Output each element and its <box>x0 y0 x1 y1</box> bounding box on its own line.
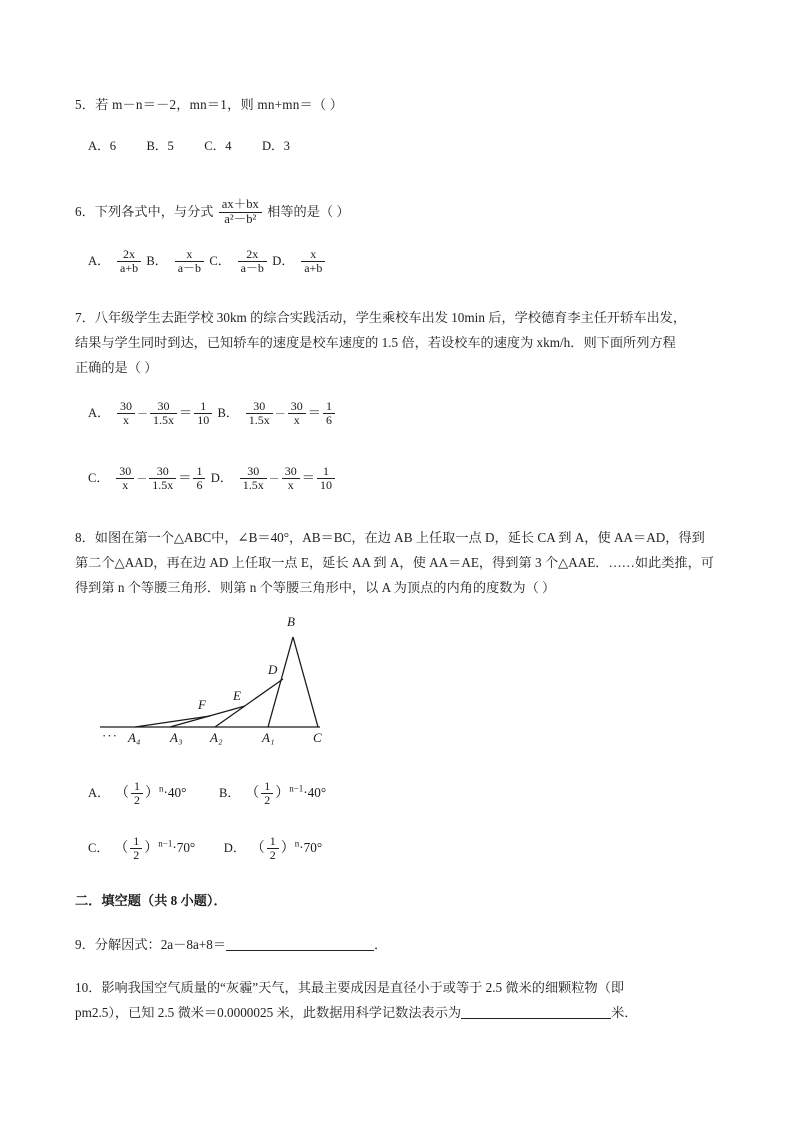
option-8-A-label: A． <box>88 785 110 800</box>
option-7-A-label: A． <box>88 405 110 420</box>
option-6-B[interactable] <box>146 247 209 275</box>
question-9-answer-blank[interactable] <box>226 937 374 951</box>
question-9-stem <box>75 932 740 957</box>
option-7-D-f2-num: 30 <box>282 465 300 479</box>
option-7-B-operator: － <box>274 407 286 420</box>
question-7-line-1 <box>75 305 740 330</box>
option-8-C-base-den: 2 <box>133 847 140 862</box>
option-5-C-label: C． <box>204 139 226 153</box>
question-8-prefix: 8． <box>75 530 95 545</box>
option-7-A-f1-num: 30 <box>117 400 135 414</box>
option-6-D-den: a+b <box>304 260 323 275</box>
question-10-text-1: 影响我国空气质量的“灰霾”天气，其最主要成因是直径小于或等于 2.5 微米的细颗粒物（即 <box>101 980 625 995</box>
question-5-text: 5．若 m－n＝－2，mn＝1，则 mn+mn＝（ ） <box>75 97 344 112</box>
question-6-text-before: 下列各式中，与分式 <box>94 204 217 219</box>
option-6-C-fraction <box>238 248 267 275</box>
question-10-line-2 <box>75 1000 740 1025</box>
figure-label-D: D <box>268 662 278 677</box>
option-7-B-f1-den: 1.5x <box>248 412 270 427</box>
option-5-A[interactable] <box>88 139 121 153</box>
option-6-B-den: a－b <box>177 260 202 275</box>
question-9-prefix: 9． <box>75 937 95 952</box>
option-8-C-base-num: 1 <box>130 835 142 849</box>
option-7-C-f3-den: 6 <box>196 477 203 492</box>
option-8-D[interactable]: D． （ $\frac{1}{2}$ ）$^n$·70° <box>223 834 323 862</box>
option-8-B-base-den: 2 <box>264 792 271 807</box>
option-5-B-value: 5 <box>167 139 174 153</box>
segment-A1-B <box>268 637 293 727</box>
option-5-B-label: B． <box>146 139 168 153</box>
option-6-A-num: 2x <box>117 248 141 262</box>
option-7-A-f3-num: 1 <box>194 400 212 414</box>
option-7-B-fraction-3 <box>323 400 335 427</box>
option-7-B-fraction-1 <box>246 400 273 427</box>
option-8-A-base-num: 1 <box>131 780 143 794</box>
option-5-A-value: 6 <box>109 139 116 153</box>
option-7-B-f2-num: 30 <box>288 400 306 414</box>
option-7-D-f2-den: x <box>287 477 294 492</box>
question-9-text-before: 分解因式：2a－8a+8＝ <box>94 937 227 952</box>
option-8-B-base-num: 1 <box>261 780 273 794</box>
option-7-A-fraction-1 <box>117 400 135 427</box>
option-7-A-equals: ＝ <box>179 404 193 420</box>
option-6-A[interactable] <box>88 247 146 275</box>
option-7-A-fraction-3 <box>194 400 212 427</box>
figure-label-B: B <box>287 614 295 629</box>
option-8-B-base <box>261 780 273 807</box>
question-6-text-after: 相等的是（ ） <box>263 204 350 219</box>
question-7-prefix: 7． <box>75 310 95 325</box>
option-5-C[interactable] <box>204 139 236 153</box>
option-7-D-f1-num: 30 <box>240 465 267 479</box>
question-7-stem <box>75 305 740 380</box>
question-8-line-3: 得到第 n 个等腰三角形．则第 n 个等腰三角形中，以 A 为顶点的内角的度数为（ ） <box>75 580 556 595</box>
option-8-A-angle: ·40° <box>163 784 187 800</box>
option-7-B-f2-den: x <box>293 412 300 427</box>
option-7-D-f1-den: 1.5x <box>242 477 264 492</box>
option-7-D-f3-den: 10 <box>319 477 332 492</box>
option-6-D-label: D． <box>272 253 294 268</box>
option-7-C-f3-num: 1 <box>193 465 205 479</box>
question-7-line-2: 结果与学生同时到达，已知轿车的速度是校车速度的 1.5 倍，若设校车的速度为 xkm/h．则下面所列方程 <box>75 335 676 350</box>
option-7-B-f3-den: 6 <box>325 412 332 427</box>
option-7-D-fraction-3 <box>317 465 335 492</box>
segment-F-A4 <box>135 716 210 727</box>
option-7-C-f2-den: 1.5x <box>152 477 174 492</box>
question-10-stem <box>75 975 740 1025</box>
question-10-text-2-after: 米． <box>611 1005 638 1020</box>
option-7-C-label: C． <box>88 470 109 485</box>
option-7-A-operator: － <box>137 407 148 420</box>
option-7-C-fraction-1 <box>116 465 134 492</box>
option-8-C-exponent: n−1 <box>158 838 173 849</box>
option-8-D-base-num: 1 <box>267 835 279 849</box>
option-8-B-label: B． <box>218 785 240 800</box>
option-7-D[interactable] <box>210 464 337 492</box>
question-8-options-row-2 <box>88 835 322 862</box>
question-7-options-row-1 <box>88 400 337 427</box>
question-8-options-row-1 <box>88 780 326 807</box>
question-8-line-2: 第二个△AAD，再在边 AD 上任取一点 E，延长 AA 到 A，使 AA＝AE，得到第 3 个△AAE．……如此类推，可 <box>75 555 714 570</box>
segment-D-A2 <box>215 679 283 727</box>
question-5-stem <box>75 92 735 117</box>
option-7-B[interactable] <box>217 399 336 427</box>
question-9-text-after: ． <box>374 937 388 952</box>
option-8-B-exponent: n−1 <box>289 783 304 794</box>
question-6-fraction <box>219 198 262 226</box>
option-8-D-base-den: 2 <box>269 847 276 862</box>
option-7-B-equals: ＝ <box>307 404 321 420</box>
option-5-A-label: A． <box>88 139 110 153</box>
option-8-A-base-den: 2 <box>134 792 140 807</box>
option-7-A-fraction-2 <box>150 400 177 427</box>
option-5-B[interactable] <box>146 139 178 153</box>
figure-label-A2: A₂ <box>210 730 223 745</box>
figure-label-A3: A₃ <box>170 730 183 745</box>
option-7-D-fraction-2 <box>282 465 300 492</box>
option-7-B-fraction-2 <box>288 400 306 427</box>
option-8-C-base <box>130 835 142 862</box>
option-7-B-f3-num: 1 <box>323 400 335 414</box>
question-10-answer-blank[interactable] <box>461 1005 611 1019</box>
option-7-D-f3-num: 1 <box>317 465 335 479</box>
option-6-C-label: C． <box>209 253 231 268</box>
option-5-D[interactable] <box>262 139 292 153</box>
option-8-A-base <box>131 780 143 807</box>
option-7-D-equals: ＝ <box>301 469 315 485</box>
option-6-C-den: a－b <box>240 260 264 275</box>
option-8-D-angle: ·70° <box>299 839 323 855</box>
option-6-D[interactable] <box>272 247 327 275</box>
option-6-B-fraction <box>175 248 204 275</box>
option-7-C-f1-den: x <box>122 477 129 492</box>
option-8-B-angle: ·40° <box>303 784 327 800</box>
option-8-A[interactable]: A． （ $\frac{1}{2}$ ）$^n$·40° <box>88 779 187 807</box>
question-6-options <box>88 248 327 275</box>
option-7-C-f1-num: 30 <box>116 465 134 479</box>
question-10-line-1 <box>75 975 740 1000</box>
figure-label-F: F <box>198 697 206 712</box>
option-7-C[interactable] <box>88 464 211 492</box>
question-6-fraction-denominator: a²－b² <box>224 211 257 226</box>
option-7-A[interactable] <box>88 399 217 427</box>
question-6-stem <box>75 198 735 226</box>
option-5-D-value: 3 <box>283 139 290 153</box>
option-6-B-label: B． <box>146 253 168 268</box>
figure-label-C: C <box>313 730 322 745</box>
question-8-text-1: 如图在第一个△ABC中，∠B＝40°，AB＝BC，在边 AB 上任取一点 D，延长 CA 到 A，使 AA＝AD，得到 <box>94 530 705 545</box>
option-8-D-label: D． <box>223 840 246 855</box>
section-two-heading: 二．填空题（共 8 小题）． <box>75 893 227 908</box>
option-8-D-base <box>267 835 279 862</box>
figure-label-E: E <box>233 688 241 703</box>
question-7-text-1: 八年级学生去距学校 30km 的综合实践活动，学生乘校车出发 10min 后，学校德育李主任开轿车出发， <box>94 310 687 325</box>
option-7-D-label: D． <box>210 470 233 485</box>
question-5-options <box>88 135 488 154</box>
option-7-B-label: B． <box>217 405 239 420</box>
option-6-C[interactable] <box>209 247 272 275</box>
option-7-C-fraction-3 <box>193 465 205 492</box>
option-7-A-f3-den: 10 <box>197 412 210 427</box>
option-6-D-num: x <box>301 248 325 262</box>
option-7-A-f2-den: 1.5x <box>153 412 174 427</box>
figure-ellipsis: ··· <box>102 728 118 743</box>
question-7-line-3: 正确的是（ ） <box>75 360 158 375</box>
option-6-B-num: x <box>175 248 204 262</box>
question-10-prefix: 10． <box>75 980 102 995</box>
option-8-A-exponent: n <box>159 783 164 794</box>
option-5-C-value: 4 <box>225 139 232 153</box>
option-7-C-f2-num: 30 <box>149 465 176 479</box>
option-7-D-fraction-1 <box>240 465 267 492</box>
option-7-A-f2-num: 30 <box>150 400 177 414</box>
option-6-A-den: a+b <box>120 260 139 275</box>
option-8-C-angle: ·70° <box>172 839 196 855</box>
question-10-text-2-before: pm2.5），已知 2.5 微米＝0.0000025 米，此数据用科学记数法表示为 <box>75 1005 462 1020</box>
option-7-C-equals: ＝ <box>178 469 192 485</box>
option-7-D-operator: － <box>268 472 280 485</box>
option-6-C-num: 2x <box>238 248 267 262</box>
option-8-C[interactable]: C． （ $\frac{1}{2}$ ）$^{n-1}$·70° <box>88 834 196 862</box>
option-6-A-fraction <box>117 248 141 275</box>
option-5-D-label: D． <box>261 139 284 153</box>
question-8-line-1 <box>75 525 740 550</box>
question-8-stem <box>75 525 740 600</box>
question-8-figure <box>90 612 350 757</box>
option-7-C-fraction-2 <box>149 465 176 492</box>
option-8-C-label: C． <box>88 840 109 855</box>
option-6-D-fraction <box>301 248 325 275</box>
option-8-D-exponent: n <box>294 838 300 849</box>
option-8-B[interactable]: B． （ $\frac{1}{2}$ ）$^{n-1}$·40° <box>218 779 327 807</box>
question-6-prefix: 6． <box>75 204 95 219</box>
option-7-C-operator: － <box>136 472 148 485</box>
option-6-A-label: A． <box>88 253 110 268</box>
option-7-B-f1-num: 30 <box>246 400 273 414</box>
segment-B-C <box>293 637 318 727</box>
figure-label-A1: A₁ <box>262 730 275 745</box>
figure-label-A4: A₄ <box>128 730 141 745</box>
question-6-fraction-numerator: ax＋bx <box>219 198 262 213</box>
question-7-options-row-2 <box>88 465 337 492</box>
option-7-A-f1-den: x <box>123 412 129 427</box>
